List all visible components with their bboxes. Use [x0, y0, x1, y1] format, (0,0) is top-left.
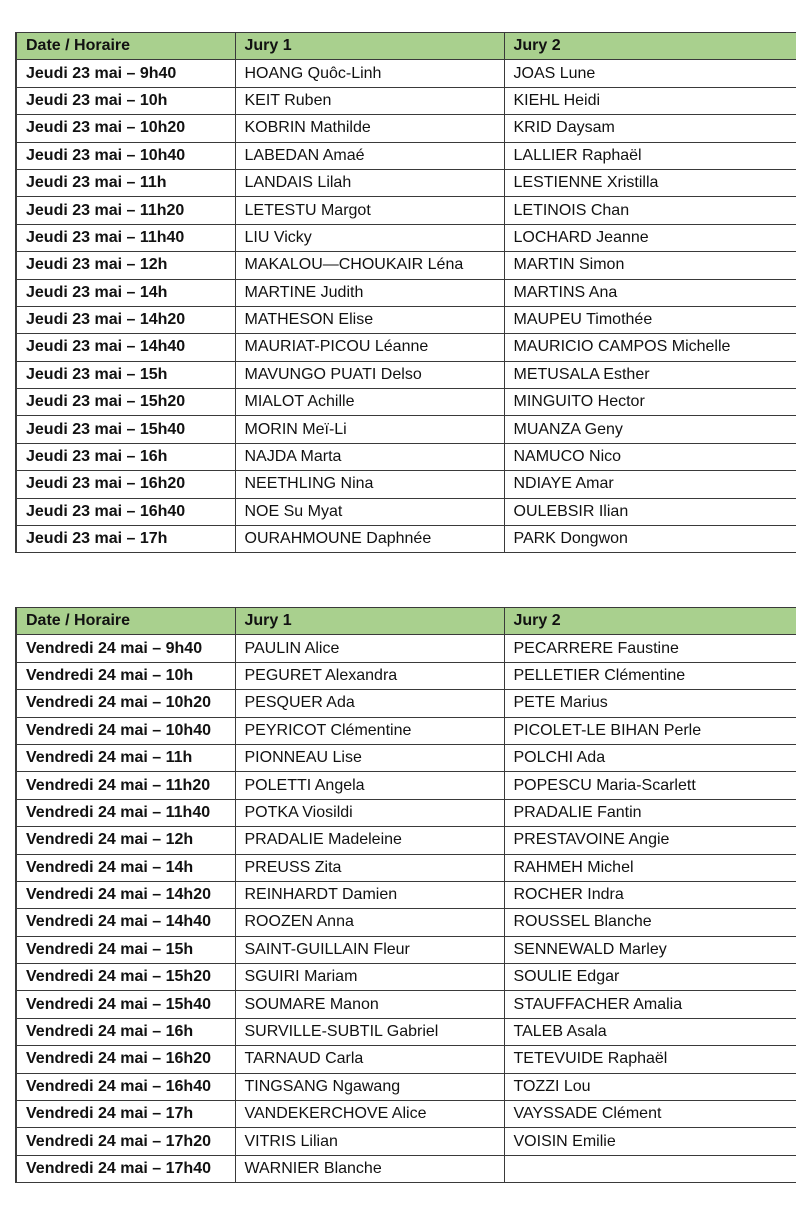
jury-2-cell: MINGUITO Hector — [504, 389, 796, 416]
table-row — [16, 854, 796, 881]
date-cell: Jeudi 23 mai – 10h — [16, 87, 235, 114]
date-cell: Vendredi 24 mai – 15h — [16, 936, 235, 963]
table-row — [16, 443, 796, 470]
table-row — [16, 334, 796, 361]
jury-2-cell: OULEBSIR Ilian — [504, 498, 796, 525]
jury-2-cell: TALEB Asala — [504, 1018, 796, 1045]
table-row — [16, 471, 796, 498]
date-cell: Jeudi 23 mai – 11h40 — [16, 224, 235, 251]
table-row — [16, 662, 796, 689]
jury-2-cell: MUANZA Geny — [504, 416, 796, 443]
jury-2-cell: PRESTAVOINE Angie — [504, 827, 796, 854]
jury-1-cell: LETESTU Margot — [235, 197, 504, 224]
jury-2-cell: LALLIER Raphaël — [504, 142, 796, 169]
jury-1-cell: PIONNEAU Lise — [235, 744, 504, 771]
table-row — [16, 1101, 796, 1128]
jury-2-cell — [504, 1155, 796, 1182]
date-cell: Vendredi 24 mai – 10h — [16, 662, 235, 689]
date-cell: Jeudi 23 mai – 17h — [16, 526, 235, 553]
table-row — [16, 1046, 796, 1073]
jury-1-cell: NEETHLING Nina — [235, 471, 504, 498]
jury-2-cell: METUSALA Esther — [504, 361, 796, 388]
jury-2-cell: LOCHARD Jeanne — [504, 224, 796, 251]
date-cell: Jeudi 23 mai – 16h20 — [16, 471, 235, 498]
date-cell: Vendredi 24 mai – 9h40 — [16, 635, 235, 662]
date-cell: Jeudi 23 mai – 14h20 — [16, 306, 235, 333]
jury-2-cell: KRID Daysam — [504, 115, 796, 142]
jury-2-cell: VOISIN Emilie — [504, 1128, 796, 1155]
table-row — [16, 224, 796, 251]
jury-1-cell: NOE Su Myat — [235, 498, 504, 525]
jury-1-cell: ROOZEN Anna — [235, 909, 504, 936]
date-cell: Vendredi 24 mai – 16h — [16, 1018, 235, 1045]
jury-2-cell: NAMUCO Nico — [504, 443, 796, 470]
jury-2-cell: MAUPEU Timothée — [504, 306, 796, 333]
table-row — [16, 197, 796, 224]
header-date: Date / Horaire — [16, 33, 235, 60]
jury-1-cell: PAULIN Alice — [235, 635, 504, 662]
schedule-table-vendredi — [15, 607, 796, 1183]
date-cell: Vendredi 24 mai – 10h40 — [16, 717, 235, 744]
table-row — [16, 1155, 796, 1182]
table-row — [16, 936, 796, 963]
date-cell: Jeudi 23 mai – 15h — [16, 361, 235, 388]
jury-2-cell: POLCHI Ada — [504, 744, 796, 771]
jury-1-cell: POLETTI Angela — [235, 772, 504, 799]
jury-2-cell: MAURICIO CAMPOS Michelle — [504, 334, 796, 361]
jury-2-cell: ROUSSEL Blanche — [504, 909, 796, 936]
date-cell: Jeudi 23 mai – 15h20 — [16, 389, 235, 416]
jury-1-cell: MARTINE Judith — [235, 279, 504, 306]
date-cell: Jeudi 23 mai – 10h40 — [16, 142, 235, 169]
table-row — [16, 306, 796, 333]
jury-1-cell: KOBRIN Mathilde — [235, 115, 504, 142]
date-cell: Vendredi 24 mai – 17h — [16, 1101, 235, 1128]
header-jury-1: Jury 1 — [235, 608, 504, 635]
jury-1-cell: MAVUNGO PUATI Delso — [235, 361, 504, 388]
date-cell: Jeudi 23 mai – 12h — [16, 252, 235, 279]
jury-2-cell: LESTIENNE Xristilla — [504, 169, 796, 196]
date-cell: Vendredi 24 mai – 15h20 — [16, 964, 235, 991]
date-cell: Jeudi 23 mai – 11h20 — [16, 197, 235, 224]
jury-2-cell: TETEVUIDE Raphaël — [504, 1046, 796, 1073]
jury-2-cell: PRADALIE Fantin — [504, 799, 796, 826]
table-row — [16, 361, 796, 388]
table-row — [16, 416, 796, 443]
jury-2-cell: POPESCU Maria-Scarlett — [504, 772, 796, 799]
table-row — [16, 744, 796, 771]
schedule-table-jeudi — [15, 32, 796, 553]
jury-2-cell: NDIAYE Amar — [504, 471, 796, 498]
jury-1-cell: REINHARDT Damien — [235, 881, 504, 908]
table-row — [16, 169, 796, 196]
jury-2-cell: JOAS Lune — [504, 60, 796, 87]
table-row — [16, 252, 796, 279]
jury-1-cell: SAINT-GUILLAIN Fleur — [235, 936, 504, 963]
jury-2-cell: ROCHER Indra — [504, 881, 796, 908]
table-row — [16, 60, 796, 87]
jury-1-cell: PEGURET Alexandra — [235, 662, 504, 689]
jury-1-cell: POTKA Viosildi — [235, 799, 504, 826]
jury-1-cell: SURVILLE-SUBTIL Gabriel — [235, 1018, 504, 1045]
jury-1-cell: MATHESON Elise — [235, 306, 504, 333]
jury-1-cell: TINGSANG Ngawang — [235, 1073, 504, 1100]
jury-1-cell: TARNAUD Carla — [235, 1046, 504, 1073]
date-cell: Vendredi 24 mai – 15h40 — [16, 991, 235, 1018]
table-body — [16, 60, 796, 553]
date-cell: Vendredi 24 mai – 17h20 — [16, 1128, 235, 1155]
header-date: Date / Horaire — [16, 608, 235, 635]
table-row — [16, 142, 796, 169]
table-row — [16, 115, 796, 142]
jury-1-cell: PEYRICOT Clémentine — [235, 717, 504, 744]
jury-1-cell: VANDEKERCHOVE Alice — [235, 1101, 504, 1128]
jury-2-cell: MARTINS Ana — [504, 279, 796, 306]
jury-2-cell: KIEHL Heidi — [504, 87, 796, 114]
jury-2-cell: PARK Dongwon — [504, 526, 796, 553]
table-row — [16, 1073, 796, 1100]
table-row — [16, 991, 796, 1018]
jury-2-cell: RAHMEH Michel — [504, 854, 796, 881]
jury-2-cell: PECARRERE Faustine — [504, 635, 796, 662]
jury-2-cell: PICOLET-LE BIHAN Perle — [504, 717, 796, 744]
table-row — [16, 87, 796, 114]
date-cell: Vendredi 24 mai – 14h — [16, 854, 235, 881]
jury-1-cell: LIU Vicky — [235, 224, 504, 251]
date-cell: Vendredi 24 mai – 16h40 — [16, 1073, 235, 1100]
table-row — [16, 526, 796, 553]
date-cell: Vendredi 24 mai – 12h — [16, 827, 235, 854]
jury-2-cell: STAUFFACHER Amalia — [504, 991, 796, 1018]
date-cell: Jeudi 23 mai – 15h40 — [16, 416, 235, 443]
table-header-row — [16, 33, 796, 60]
jury-2-cell: TOZZI Lou — [504, 1073, 796, 1100]
date-cell: Vendredi 24 mai – 11h20 — [16, 772, 235, 799]
jury-2-cell: SOULIE Edgar — [504, 964, 796, 991]
table-row — [16, 1018, 796, 1045]
date-cell: Vendredi 24 mai – 11h40 — [16, 799, 235, 826]
header-jury-1: Jury 1 — [235, 33, 504, 60]
table-row — [16, 635, 796, 662]
jury-2-cell: PETE Marius — [504, 690, 796, 717]
table-body — [16, 635, 796, 1183]
date-cell: Vendredi 24 mai – 16h20 — [16, 1046, 235, 1073]
jury-1-cell: NAJDA Marta — [235, 443, 504, 470]
jury-1-cell: MIALOT Achille — [235, 389, 504, 416]
jury-2-cell: LETINOIS Chan — [504, 197, 796, 224]
jury-1-cell: OURAHMOUNE Daphnée — [235, 526, 504, 553]
jury-1-cell: KEIT Ruben — [235, 87, 504, 114]
jury-2-cell: PELLETIER Clémentine — [504, 662, 796, 689]
jury-1-cell: MAURIAT-PICOU Léanne — [235, 334, 504, 361]
jury-1-cell: PRADALIE Madeleine — [235, 827, 504, 854]
table-row — [16, 1128, 796, 1155]
jury-1-cell: LABEDAN Amaé — [235, 142, 504, 169]
date-cell: Jeudi 23 mai – 14h — [16, 279, 235, 306]
table-row — [16, 964, 796, 991]
table-row — [16, 389, 796, 416]
date-cell: Vendredi 24 mai – 14h40 — [16, 909, 235, 936]
date-cell: Vendredi 24 mai – 14h20 — [16, 881, 235, 908]
date-cell: Vendredi 24 mai – 17h40 — [16, 1155, 235, 1182]
table-row — [16, 717, 796, 744]
date-cell: Jeudi 23 mai – 11h — [16, 169, 235, 196]
jury-1-cell: SOUMARE Manon — [235, 991, 504, 1018]
date-cell: Jeudi 23 mai – 14h40 — [16, 334, 235, 361]
date-cell: Vendredi 24 mai – 10h20 — [16, 690, 235, 717]
date-cell: Jeudi 23 mai – 16h40 — [16, 498, 235, 525]
date-cell: Jeudi 23 mai – 10h20 — [16, 115, 235, 142]
jury-2-cell: SENNEWALD Marley — [504, 936, 796, 963]
header-jury-2: Jury 2 — [504, 608, 796, 635]
table-row — [16, 279, 796, 306]
jury-1-cell: PESQUER Ada — [235, 690, 504, 717]
table-row — [16, 799, 796, 826]
jury-2-cell: VAYSSADE Clément — [504, 1101, 796, 1128]
table-row — [16, 881, 796, 908]
jury-1-cell: MORIN Meï-Li — [235, 416, 504, 443]
jury-1-cell: WARNIER Blanche — [235, 1155, 504, 1182]
date-cell: Vendredi 24 mai – 11h — [16, 744, 235, 771]
jury-1-cell: MAKALOU—CHOUKAIR Léna — [235, 252, 504, 279]
jury-1-cell: SGUIRI Mariam — [235, 964, 504, 991]
jury-1-cell: VITRIS Lilian — [235, 1128, 504, 1155]
header-jury-2: Jury 2 — [504, 33, 796, 60]
table-row — [16, 772, 796, 799]
table-row — [16, 498, 796, 525]
table-header-row — [16, 608, 796, 635]
jury-1-cell: HOANG Quôc-Linh — [235, 60, 504, 87]
table-row — [16, 827, 796, 854]
table-row — [16, 909, 796, 936]
table-row — [16, 690, 796, 717]
jury-1-cell: PREUSS Zita — [235, 854, 504, 881]
date-cell: Jeudi 23 mai – 16h — [16, 443, 235, 470]
date-cell: Jeudi 23 mai – 9h40 — [16, 60, 235, 87]
jury-2-cell: MARTIN Simon — [504, 252, 796, 279]
jury-1-cell: LANDAIS Lilah — [235, 169, 504, 196]
